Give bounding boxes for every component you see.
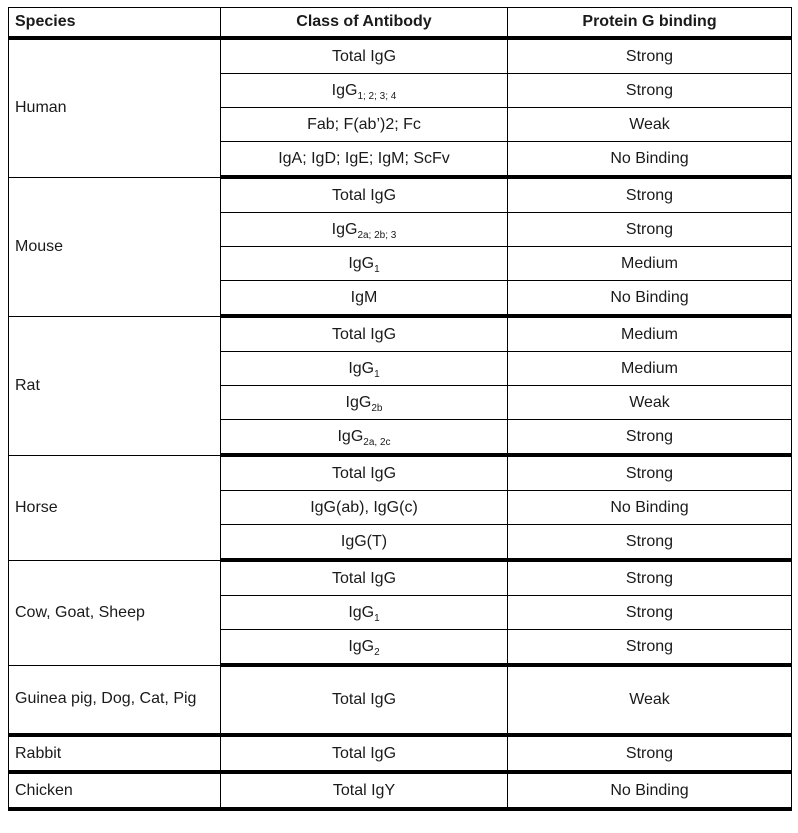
binding-cell: Medium xyxy=(508,352,792,386)
table-row xyxy=(9,177,792,213)
binding-cell: Strong xyxy=(508,420,792,456)
binding-cell: Strong xyxy=(508,455,792,491)
antibody-class-text: IgG xyxy=(348,254,375,272)
antibody-class-cell xyxy=(221,281,508,317)
header-species: Species xyxy=(9,8,221,39)
species-cell: Rabbit xyxy=(9,735,221,772)
antibody-class-cell xyxy=(221,74,508,108)
binding-cell: No Binding xyxy=(508,142,792,178)
antibody-class-cell xyxy=(221,665,508,735)
antibody-subclass-text: 1 xyxy=(374,612,380,624)
antibody-class-cell xyxy=(221,735,508,772)
species-cell: Horse xyxy=(9,455,221,560)
binding-cell: Strong xyxy=(508,74,792,108)
antibody-subclass-text: 2a, 2c xyxy=(363,436,391,448)
binding-cell: Strong xyxy=(508,177,792,213)
antibody-class-text: IgM xyxy=(350,288,378,306)
antibody-class-text: IgG xyxy=(345,393,372,411)
antibody-class-cell xyxy=(221,108,508,142)
binding-cell: Strong xyxy=(508,735,792,772)
antibody-class-cell xyxy=(221,560,508,596)
antibody-class-text: Total IgG xyxy=(331,691,397,708)
species-cell: Rat xyxy=(9,316,221,455)
antibody-class-cell xyxy=(221,491,508,525)
antibody-class-text: Total IgY xyxy=(332,781,396,799)
antibody-class-text: Total IgG xyxy=(331,186,397,204)
antibody-class-text: Total IgG xyxy=(331,744,397,762)
species-cell: Guinea pig, Dog, Cat, Pig xyxy=(9,665,221,735)
antibody-class-cell xyxy=(221,352,508,386)
antibody-class-text: Total IgG xyxy=(331,569,397,587)
header-row xyxy=(9,8,792,39)
antibody-class-cell xyxy=(221,596,508,630)
antibody-class-cell xyxy=(221,420,508,456)
antibody-class-text: IgA; IgD; IgE; IgM; ScFv xyxy=(278,149,450,167)
binding-cell: Strong xyxy=(508,525,792,561)
species-cell: Chicken xyxy=(9,772,221,809)
antibody-subclass-text: 2a; 2b; 3 xyxy=(357,229,397,241)
antibody-class-text: IgG xyxy=(348,359,375,377)
antibody-class-cell xyxy=(221,525,508,561)
antibody-class-cell xyxy=(221,177,508,213)
binding-cell: Medium xyxy=(508,247,792,281)
binding-cell: Medium xyxy=(508,316,792,352)
antibody-subclass-text: 2b xyxy=(371,402,383,414)
antibody-class-text: Fab; F(ab’)2; Fc xyxy=(307,115,421,133)
antibody-class-cell xyxy=(221,247,508,281)
binding-cell: Weak xyxy=(508,108,792,142)
antibody-class-cell xyxy=(221,772,508,809)
antibody-class-cell xyxy=(221,386,508,420)
binding-cell: No Binding xyxy=(508,491,792,525)
binding-cell: No Binding xyxy=(508,772,792,809)
binding-cell: Strong xyxy=(508,38,792,74)
antibody-class-cell xyxy=(221,213,508,247)
antibody-class-text: IgG(ab), IgG(c) xyxy=(310,498,418,516)
antibody-class-cell xyxy=(221,38,508,74)
binding-cell: Strong xyxy=(508,596,792,630)
antibody-class-text: IgG xyxy=(337,427,364,445)
table-row xyxy=(9,316,792,352)
antibody-subclass-text: 1 xyxy=(374,263,380,275)
antibody-class-text: IgG xyxy=(331,81,358,99)
protein-g-binding-table xyxy=(8,7,792,811)
binding-cell: No Binding xyxy=(508,281,792,317)
antibody-class-text: Total IgG xyxy=(331,47,397,65)
table-body xyxy=(9,38,792,809)
antibody-class-cell xyxy=(221,630,508,666)
header-antibody-class: Class of Antibody xyxy=(221,8,508,39)
header-protein-g-binding: Protein G binding xyxy=(508,8,792,39)
table-row xyxy=(9,665,792,735)
antibody-class-text: Total IgG xyxy=(331,325,397,343)
antibody-class-cell xyxy=(221,455,508,491)
antibody-class-text: IgG xyxy=(331,220,358,238)
antibody-class-cell xyxy=(221,316,508,352)
table-row xyxy=(9,735,792,772)
binding-cell: Weak xyxy=(508,386,792,420)
binding-cell: Weak xyxy=(508,665,792,735)
species-cell: Mouse xyxy=(9,177,221,316)
binding-cell: Strong xyxy=(508,213,792,247)
species-cell: Cow, Goat, Sheep xyxy=(9,560,221,665)
antibody-subclass-text: 1; 2; 3; 4 xyxy=(357,90,397,102)
antibody-subclass-text: 2 xyxy=(374,646,380,658)
binding-cell: Strong xyxy=(508,630,792,666)
antibody-class-cell xyxy=(221,142,508,178)
table-row xyxy=(9,772,792,809)
antibody-class-text: IgG xyxy=(348,637,375,655)
species-cell: Human xyxy=(9,38,221,177)
antibody-class-text: IgG(T) xyxy=(340,532,388,550)
table-row xyxy=(9,455,792,491)
binding-cell: Strong xyxy=(508,560,792,596)
table-row xyxy=(9,560,792,596)
antibody-class-text: Total IgG xyxy=(331,464,397,482)
antibody-subclass-text: 1 xyxy=(374,368,380,380)
table-row xyxy=(9,38,792,74)
antibody-class-text: IgG xyxy=(348,603,375,621)
